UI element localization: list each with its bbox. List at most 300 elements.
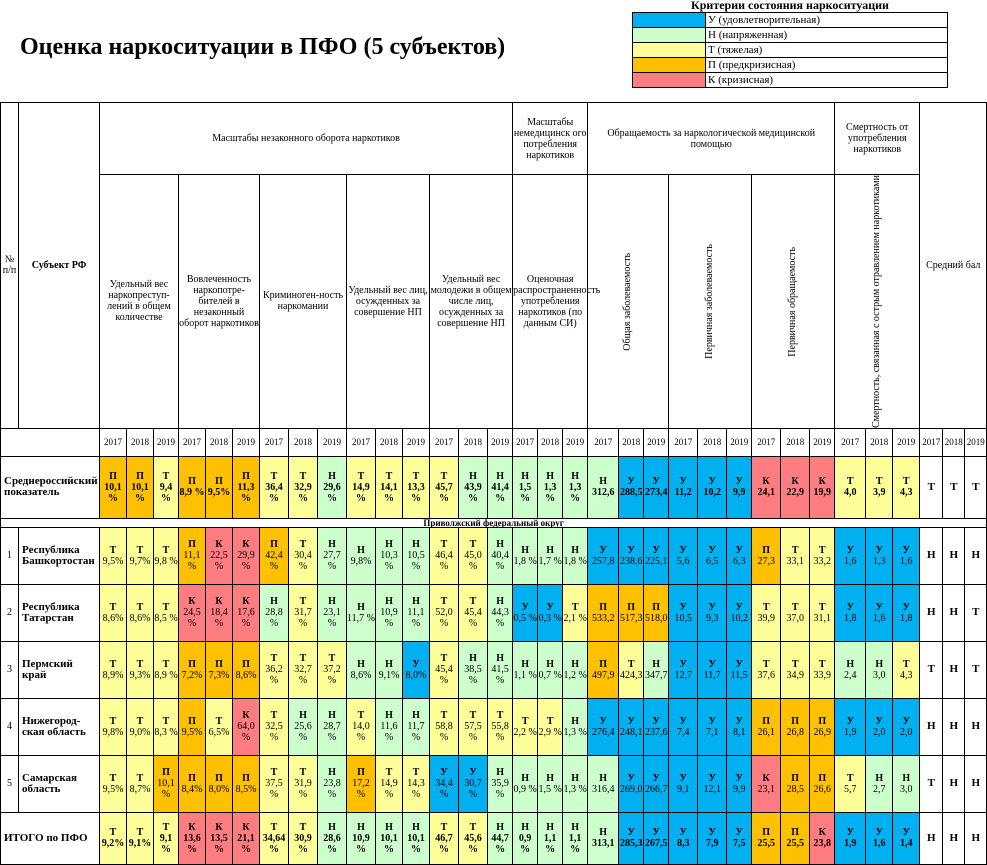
status-code: Н	[469, 470, 477, 482]
sub-header-4: Удельный вес молодежи в общем числе лиц, осужденных за совершение НП	[430, 175, 513, 429]
status-code: Т	[270, 821, 278, 833]
average-score-cell: Н	[943, 755, 965, 812]
indicator-value	[260, 653, 288, 686]
cell-number: 1,3 %	[563, 783, 587, 795]
indicator-cell	[430, 584, 459, 641]
status-code: Н	[496, 767, 504, 779]
indicator-value	[179, 476, 205, 498]
status-code: У	[679, 658, 687, 670]
cell-number: 4,0	[843, 487, 857, 499]
indicator-cell	[835, 527, 866, 584]
cell-number: 29,6 %	[323, 481, 341, 504]
indicator-cell	[127, 641, 154, 698]
indicator-cell	[347, 456, 376, 518]
status-code: У	[735, 715, 743, 727]
indicator-value	[513, 659, 537, 681]
indicator-cell	[127, 812, 154, 864]
indicator-cell	[347, 527, 376, 584]
cell-number: 24,5 %	[183, 607, 201, 630]
cell-number: 8,7%	[129, 783, 151, 795]
indicator-cell	[459, 527, 488, 584]
indicator-cell	[513, 527, 538, 584]
indicator-value	[669, 476, 697, 498]
status-code: Т	[270, 470, 278, 482]
legend-item	[633, 73, 948, 88]
status-code: Н	[385, 596, 393, 608]
year-header: 2019	[318, 428, 347, 456]
status-code: У	[599, 715, 607, 727]
indicator-value	[347, 545, 375, 567]
year-header: 2018	[206, 428, 233, 456]
year-header: 2019	[644, 428, 669, 456]
legend-item	[633, 28, 948, 43]
status-code: П	[242, 658, 250, 670]
status-code: Н	[496, 539, 504, 551]
indicator-cell	[810, 456, 835, 518]
cell-number: 38,5 %	[464, 664, 482, 687]
cell-number: 52,0 %	[435, 607, 453, 630]
average-score-cell: Н	[965, 812, 987, 864]
average-score-cell: Т	[920, 755, 943, 812]
district-label: Приволжский федеральный округ	[1, 518, 987, 527]
indicator-value	[488, 539, 512, 572]
indicator-value	[376, 710, 402, 743]
indicator-value	[376, 767, 402, 800]
sub-header-9: Смертность, связанная с острым отравлением наркотиками	[835, 175, 920, 429]
indicator-value	[154, 659, 178, 681]
indicator-cell	[866, 698, 893, 755]
status-code: П	[242, 772, 250, 784]
cell-number: 8,5 %	[154, 612, 178, 624]
status-code: Н	[496, 470, 504, 482]
indicator-value	[459, 596, 487, 629]
indicator-cell	[698, 698, 727, 755]
indicator-cell	[403, 584, 430, 641]
indicator-cell	[403, 456, 430, 518]
status-code: Т	[215, 715, 223, 727]
indicator-cell	[154, 698, 179, 755]
cell-number: 24,1	[757, 487, 775, 499]
indicator-cell	[669, 641, 698, 698]
status-code: Т	[162, 601, 170, 613]
status-code: К	[791, 476, 799, 488]
cell-number: 19,9	[813, 487, 831, 499]
cell-number: 1,6	[843, 555, 857, 567]
indicator-cell	[318, 812, 347, 864]
status-code: П	[109, 470, 117, 482]
indicator-cell	[100, 527, 127, 584]
status-code: П	[599, 601, 608, 613]
cell-number: 37,6	[757, 669, 775, 681]
indicator-value	[430, 653, 458, 686]
indicator-value	[260, 539, 288, 572]
indicator-value	[347, 659, 375, 681]
cell-number: 6,5%	[208, 726, 230, 738]
indicator-cell	[403, 641, 430, 698]
indicator-cell	[430, 641, 459, 698]
status-code: Н	[270, 596, 278, 608]
cell-number: 9,5%	[102, 783, 124, 795]
cell-number: 13,3 %	[407, 481, 425, 504]
cell-number: 26,8	[786, 726, 804, 738]
indicator-value	[100, 659, 126, 681]
indicator-cell	[347, 755, 376, 812]
cell-number: 45,7 %	[435, 481, 453, 504]
indicator-cell	[100, 698, 127, 755]
cell-number: 9,5%	[181, 726, 203, 738]
indicator-cell	[698, 641, 727, 698]
indicator-cell	[866, 584, 893, 641]
indicator-cell	[781, 812, 810, 864]
status-code: Т	[818, 544, 826, 556]
cell-number: 10,2	[703, 487, 721, 499]
cell-number: 27,3	[757, 555, 775, 567]
cell-number: 9,1%	[378, 669, 400, 681]
subject-header: Субъект РФ	[19, 103, 100, 429]
indicator-cell	[513, 641, 538, 698]
indicator-cell	[100, 584, 127, 641]
indicator-cell	[260, 527, 289, 584]
cell-number: 2,9 %	[538, 726, 562, 738]
indicator-value	[644, 602, 668, 624]
status-code: У	[735, 476, 743, 488]
indicator-cell	[206, 527, 233, 584]
indicator-value	[430, 710, 458, 743]
indicator-value	[727, 773, 751, 795]
indicator-cell	[893, 527, 920, 584]
indicator-cell	[513, 698, 538, 755]
status-code: Т	[469, 821, 477, 833]
status-code: П	[791, 772, 800, 784]
indicator-cell	[513, 456, 538, 518]
subject-name: Республика Татарстан	[19, 584, 100, 641]
cell-number: 8,6%	[102, 612, 124, 624]
cell-number: 45,6 %	[464, 832, 482, 855]
cell-number: 2,7	[872, 783, 886, 795]
status-code: Т	[162, 658, 170, 670]
cell-number: 26,9	[813, 726, 831, 738]
indicator-value	[866, 602, 892, 624]
cell-number: 31,1	[813, 612, 831, 624]
indicator-cell	[376, 641, 403, 698]
cell-number: 43,9 %	[464, 481, 482, 504]
cell-number: 28,8 %	[265, 607, 283, 630]
indicator-value	[563, 822, 587, 855]
status-code: Н	[412, 539, 420, 551]
cell-number: 257,8	[591, 555, 615, 567]
indicator-cell	[100, 812, 127, 864]
status-code: Н	[357, 601, 365, 613]
cell-number: 41,5 %	[491, 664, 509, 687]
indicator-cell	[727, 527, 752, 584]
indicator-value	[669, 716, 697, 738]
cell-number: 1,8 %	[513, 555, 537, 567]
indicator-cell	[835, 698, 866, 755]
status-code: К	[242, 710, 250, 722]
indicator-value	[347, 822, 375, 855]
status-code: Т	[469, 539, 477, 551]
indicator-value	[179, 659, 205, 681]
indicator-value	[430, 767, 458, 800]
indicator-cell	[588, 698, 619, 755]
status-code: Т	[440, 470, 448, 482]
indicator-value	[459, 710, 487, 743]
subject-name: ИТОГО по ПФО	[1, 812, 100, 864]
indicator-value	[781, 827, 809, 849]
year-header: 2017	[100, 428, 127, 456]
indicator-cell	[513, 584, 538, 641]
cell-number: 10,1 %	[104, 481, 122, 504]
status-code: П	[188, 772, 196, 784]
indicator-value	[644, 476, 668, 498]
legend-table	[632, 12, 948, 88]
status-code: Т	[546, 715, 554, 727]
indicator-cell	[619, 698, 644, 755]
legend-swatch	[633, 13, 706, 28]
average-score-cell: Т	[943, 456, 965, 518]
average-score-cell: Н	[920, 698, 943, 755]
indicator-value	[233, 822, 259, 855]
status-code: Н	[357, 658, 365, 670]
indicator-cell	[459, 698, 488, 755]
status-code: Т	[496, 710, 504, 722]
cell-number: 9,2%	[101, 838, 125, 850]
cell-number: 10,1 %	[157, 778, 175, 801]
indicator-value	[318, 822, 346, 855]
cell-number: 37,0	[786, 612, 804, 624]
indicator-value	[100, 545, 126, 567]
row-number: 5	[1, 755, 19, 812]
status-code: У	[875, 715, 883, 727]
indicator-cell	[538, 812, 563, 864]
status-code: П	[188, 539, 196, 551]
status-code: У	[735, 772, 743, 784]
indicator-cell	[835, 584, 866, 641]
cell-number: 22,5 %	[210, 550, 228, 573]
average-score-cell: Н	[943, 641, 965, 698]
cell-number: 14,9 %	[352, 481, 370, 504]
indicator-value	[727, 602, 751, 624]
cell-number: 1,1 %	[543, 832, 557, 855]
indicator-value	[154, 471, 178, 504]
cell-number: 11,3 %	[237, 481, 255, 504]
indicator-cell	[347, 812, 376, 864]
indicator-cell	[233, 698, 260, 755]
year-header: 2019	[965, 428, 987, 456]
status-code: К	[215, 539, 223, 551]
indicator-cell	[866, 755, 893, 812]
indicator-cell	[289, 456, 318, 518]
status-code: К	[762, 772, 770, 784]
indicator-value	[588, 716, 618, 738]
average-score-cell: Н	[965, 527, 987, 584]
cell-number: 9,9	[732, 783, 746, 795]
cell-number: 4,3	[899, 669, 913, 681]
status-code: Т	[109, 658, 117, 670]
indicator-cell	[127, 755, 154, 812]
cell-number: 30,7 %	[464, 778, 482, 801]
sub-header-5: Оценочная распространенность употребления наркотиков (по данным СИ)	[513, 175, 588, 429]
indicator-cell	[644, 812, 669, 864]
indicator-value	[127, 471, 153, 504]
cell-number: 7,2%	[181, 669, 203, 681]
status-code: Т	[162, 821, 170, 833]
status-code: К	[242, 539, 250, 551]
indicator-cell	[430, 812, 459, 864]
indicator-cell	[538, 641, 563, 698]
indicator-cell	[727, 641, 752, 698]
indicator-value	[619, 659, 643, 681]
status-code: П	[762, 544, 771, 556]
status-code: Т	[440, 596, 448, 608]
status-code: Т	[385, 470, 393, 482]
cell-number: 7,4	[676, 726, 690, 738]
indicator-value	[260, 767, 288, 800]
subject-row	[1, 641, 987, 698]
indicator-cell	[893, 456, 920, 518]
year-row-spacer	[1, 428, 100, 456]
indicator-cell	[538, 527, 563, 584]
indicator-value	[781, 716, 809, 738]
indicator-value	[430, 539, 458, 572]
average-score-cell: Т	[920, 456, 943, 518]
indicator-cell	[318, 584, 347, 641]
cell-number: 36,4 %	[265, 481, 283, 504]
status-code: У	[846, 601, 854, 613]
indicator-cell	[260, 698, 289, 755]
year-header: 2018	[127, 428, 154, 456]
cell-number: 1,3 %	[568, 481, 582, 504]
indicator-cell	[752, 698, 781, 755]
year-header: 2017	[513, 428, 538, 456]
indicator-value	[619, 476, 643, 498]
cell-number: 57,5 %	[464, 721, 482, 744]
indicator-cell	[781, 755, 810, 812]
year-header: 2019	[488, 428, 513, 456]
indicator-value	[100, 827, 126, 849]
cell-number: 46,4 %	[435, 550, 453, 573]
status-code: У	[708, 601, 716, 613]
status-code: У	[708, 476, 716, 488]
legend-label: П (предкризисная)	[706, 58, 948, 73]
year-header: 2018	[459, 428, 488, 456]
cell-number: 8,6%	[129, 612, 151, 624]
indicator-cell	[179, 755, 206, 812]
indicator-value	[781, 773, 809, 795]
indicator-cell	[810, 755, 835, 812]
cell-number: 11,1 %	[183, 550, 201, 573]
indicator-value	[810, 545, 834, 567]
indicator-value	[563, 716, 587, 738]
indicator-value	[233, 773, 259, 795]
status-code: Н	[328, 539, 336, 551]
indicator-cell	[727, 456, 752, 518]
indicator-cell	[835, 456, 866, 518]
cell-number: 8,6%	[350, 669, 372, 681]
average-score-cell: Н	[943, 527, 965, 584]
indicator-value	[233, 710, 259, 743]
indicator-value	[538, 773, 562, 795]
subject-row	[1, 755, 987, 812]
indicator-cell	[289, 641, 318, 698]
average-score-cell: Н	[920, 812, 943, 864]
indicator-cell	[893, 641, 920, 698]
cell-number: 2,0	[899, 726, 913, 738]
indicator-value	[835, 827, 865, 849]
indicator-value	[376, 596, 402, 629]
indicator-value	[781, 476, 809, 498]
indicator-cell	[318, 641, 347, 698]
status-code: У	[679, 772, 687, 784]
indicator-value	[698, 545, 726, 567]
indicator-value	[127, 827, 153, 849]
status-code: Н	[546, 658, 555, 670]
indicator-cell	[588, 641, 619, 698]
status-code: Т	[162, 544, 170, 556]
status-code: Т	[109, 601, 117, 613]
indicator-value	[727, 659, 751, 681]
indicator-cell	[459, 755, 488, 812]
status-code: Т	[136, 601, 144, 613]
status-code: Т	[762, 658, 770, 670]
average-score-cell: Т	[920, 641, 943, 698]
indicator-value	[781, 659, 809, 681]
cell-number: 316,4	[591, 783, 615, 795]
status-code: Н	[571, 470, 580, 482]
indicator-value	[289, 822, 317, 855]
cell-number: 11,1 %	[407, 607, 425, 630]
status-code: У	[735, 544, 743, 556]
cell-number: 11,5	[730, 669, 748, 681]
cell-number: 8,3 %	[154, 726, 178, 738]
indicator-value	[430, 471, 458, 504]
indicator-cell	[488, 755, 513, 812]
cell-number: 34,4 %	[435, 778, 453, 801]
cell-number: 22,9	[786, 487, 804, 499]
status-code: Т	[627, 658, 635, 670]
cell-number: 33,2	[813, 555, 831, 567]
sub-header-3: Удельный вес лиц, осужденных за совершение НП	[347, 175, 430, 429]
status-code: П	[215, 772, 223, 784]
indicator-cell	[233, 755, 260, 812]
cell-number: 0,7 %	[538, 669, 562, 681]
indicator-value	[179, 773, 205, 795]
indicator-value	[318, 710, 346, 743]
year-header: 2019	[893, 428, 920, 456]
status-code: У	[902, 601, 910, 613]
indicator-cell	[206, 698, 233, 755]
indicator-value	[488, 767, 512, 800]
status-code: Т	[440, 539, 448, 551]
indicator-value	[154, 716, 178, 738]
legend-label: Т (тяжелая)	[706, 43, 948, 58]
indicator-cell	[127, 584, 154, 641]
indicator-cell	[488, 698, 513, 755]
sub-header-6: Общая заболеваемость	[588, 175, 669, 429]
status-code: Т	[571, 601, 579, 613]
indicator-value	[866, 476, 892, 498]
cell-number: 58,8 %	[435, 721, 453, 744]
indicator-cell	[619, 641, 644, 698]
indicator-cell	[127, 456, 154, 518]
cell-number: 9,3	[705, 612, 719, 624]
row-number: 3	[1, 641, 19, 698]
indicator-value	[698, 659, 726, 681]
cell-number: 29,9 %	[237, 550, 255, 573]
indicator-cell	[781, 641, 810, 698]
cell-number: 13,6 %	[183, 832, 201, 855]
indicator-cell	[206, 812, 233, 864]
